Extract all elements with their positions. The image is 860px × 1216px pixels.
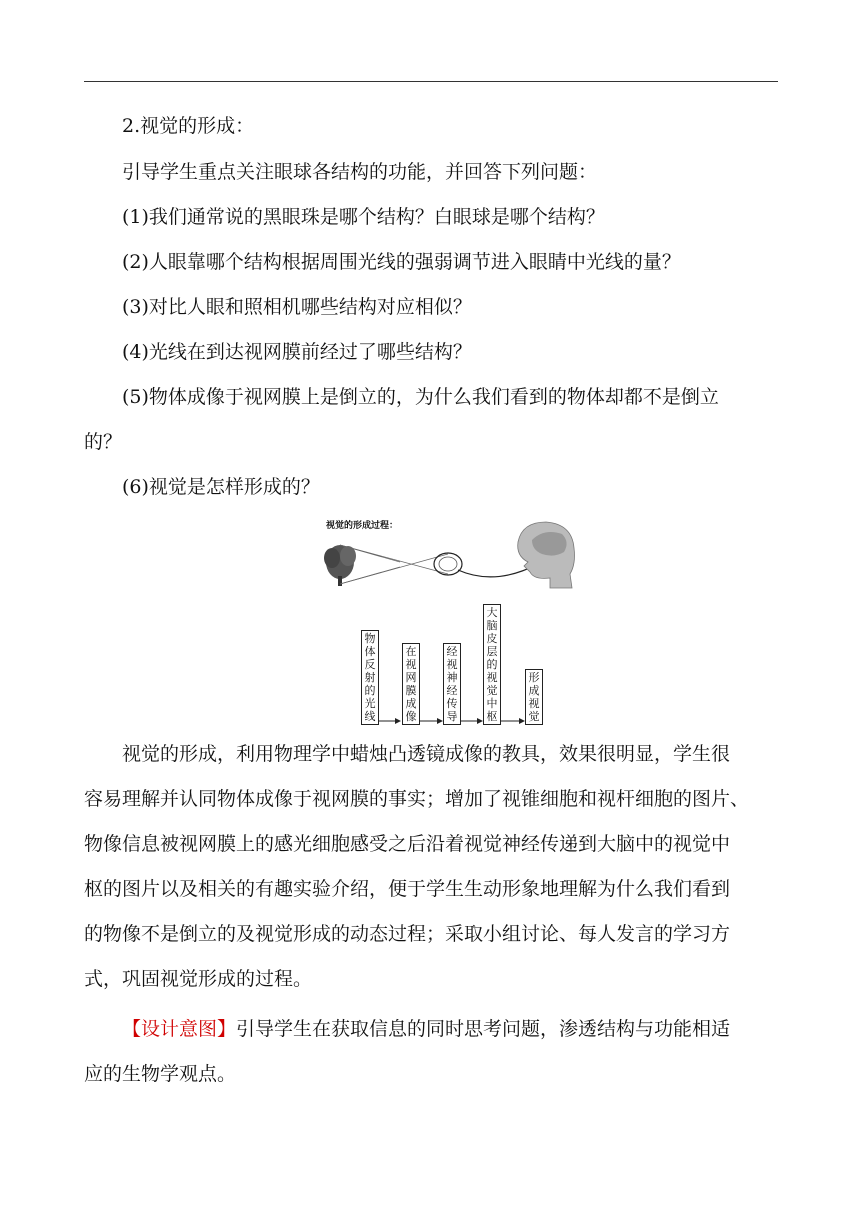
- paragraph-line-3: 物像信息被视网膜上的感光细胞感受之后沿着视觉神经传递到大脑中的视觉中: [84, 833, 731, 855]
- question-2: (2)人眼靠哪个结构根据周围光线的强弱调节进入眼睛中光线的量？: [122, 251, 681, 273]
- paragraph-line-1: 视觉的形成，利用物理学中蜡烛凸透镜成像的教具，效果很明显，学生很: [122, 743, 731, 765]
- design-intent-label: 【设计意图】: [122, 1018, 237, 1040]
- step-label: 在视网膜成像: [405, 645, 417, 723]
- intro-text: 引导学生重点关注眼球各结构的功能，并回答下列问题：: [122, 161, 598, 183]
- paragraph-line-2: 容易理解并认同物体成像于视网膜的事实；增加了视锥细胞和视杆细胞的图片、: [84, 788, 750, 810]
- step-label: 经视神经传导: [446, 645, 458, 723]
- question-4: (4)光线在到达视网膜前经过了哪些结构？: [122, 341, 472, 363]
- question-6: (6)视觉是怎样形成的？: [122, 476, 320, 498]
- header-rule: [84, 81, 778, 82]
- step-label: 大脑皮层的视觉中枢: [486, 606, 498, 723]
- design-intent-text: 引导学生在获取信息的同时思考问题，渗透结构与功能相适: [236, 1018, 731, 1040]
- paragraph-line-6: 式，巩固视觉形成的过程。: [84, 968, 313, 990]
- design-intent-cont: 应的生物学观点。: [84, 1063, 237, 1085]
- paragraph-line-5: 的物像不是倒立的及视觉形成的动态过程；采取小组讨论、每人发言的学习方: [84, 923, 731, 945]
- eye-icon: [434, 553, 462, 575]
- step-box-4: [483, 604, 501, 725]
- question-3: (3)对比人眼和照相机哪些结构对应相似？: [122, 296, 472, 318]
- step-label: 形成视觉: [528, 671, 540, 723]
- step-box-5: [525, 669, 543, 725]
- design-intent-line: [122, 1016, 778, 1042]
- step-box-2: [402, 643, 420, 725]
- step-box-1: [361, 630, 379, 725]
- light-rays-icon: [340, 545, 448, 584]
- section-heading: 2.视觉的形成：: [122, 115, 255, 137]
- vision-process-figure: [318, 512, 582, 728]
- tree-icon: [324, 545, 356, 586]
- step-label: 物体反射的光线: [364, 632, 376, 723]
- figure-title: 视觉的形成过程：: [326, 521, 399, 531]
- question-1: (1)我们通常说的黑眼珠是哪个结构？白眼球是哪个结构？: [122, 206, 605, 228]
- paragraph-line-4: 枢的图片以及相关的有趣实验介绍，便于学生生动形象地理解为什么我们看到: [84, 878, 731, 900]
- head-icon: [518, 522, 575, 588]
- question-5: (5)物体成像于视网膜上是倒立的，为什么我们看到的物体却都不是倒立: [122, 386, 719, 408]
- step-box-3: [443, 643, 461, 725]
- question-5-cont: 的？: [84, 431, 123, 453]
